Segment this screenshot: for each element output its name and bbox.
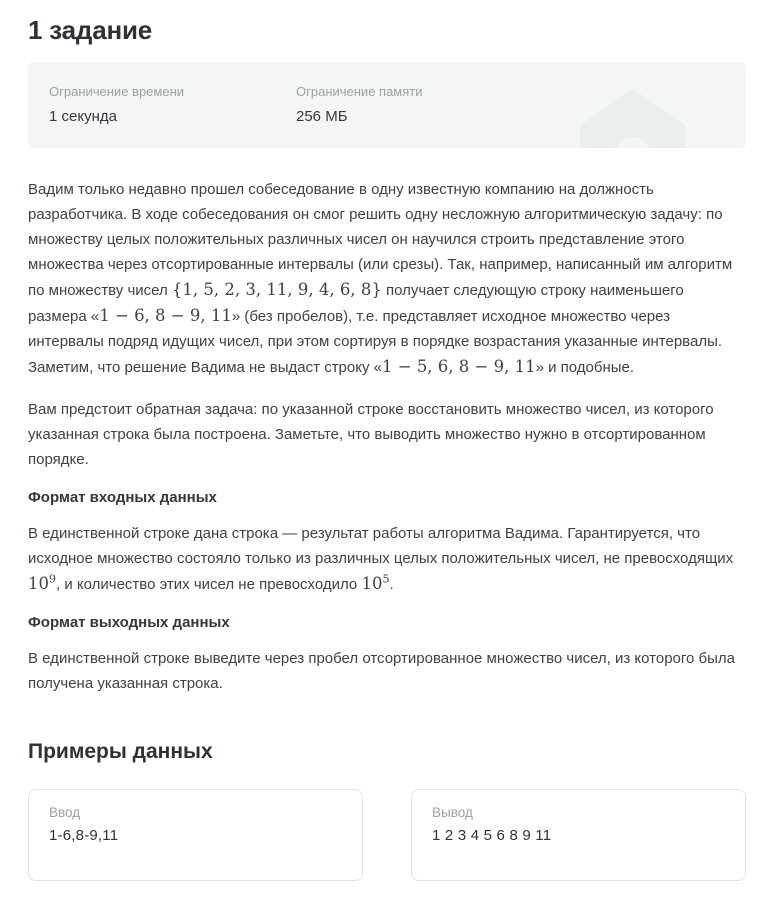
statement-paragraph-2: Вам предстоит обратная задача: по указанной строке восстановить множество чисел, из которого указанная строка была построена. Заметьте, что выводить множество нужно в отсортированном порядке. (28, 401, 714, 468)
time-limit-value: 1 секунда (49, 108, 117, 125)
sample-input-label: Ввод (49, 805, 81, 820)
math-expression: {1, 5, 2, 3, 11, 9, 4, 6, 8} (171, 280, 382, 299)
sample-output-label: Вывод (432, 805, 473, 820)
math-expression: 1 − 6, 8 − 9, 11 (99, 306, 232, 325)
sample-output-value: 1 2 3 4 5 6 8 9 11 (432, 827, 552, 844)
sample-input-box (28, 789, 363, 881)
examples-heading: Примеры данных (28, 740, 213, 763)
memory-limit-block (296, 84, 423, 148)
sample-input-value: 1-6,8-9,11 (49, 827, 119, 844)
math-expression: $10^9$ (28, 572, 56, 593)
memory-limit-value: 256 МБ (296, 108, 348, 125)
time-limit-block (49, 84, 296, 148)
statement-paragraph-1: Вадим только недавно прошел собеседование в одну известную компанию на должность разработчика. В ходе собеседования он смог решить одну несложную алгоритмическую задачу: по множеству целых положительных различных чисел он научился строить представление этого множества через отсортированные интервалы (или срезы). Так, например, написанный им алгоритм по множеству чисел {1, 5, 2, 3, 11, 9, 4, 6, 8} получает следующую строку наименьшего размера «1 − 6, 8 − 9, 11» (без пробелов), т.е. представляет исходное множество через интервалы подряд идущих чисел, при этом сортируя в порядке возрастания указанные интервалы. Заметим, что решение Вадима не выдаст строку «1 − 5, 6, 8 − 9, 11» и подобные. (28, 181, 733, 376)
constraints-panel (28, 62, 746, 148)
input-format-heading: Формат входных данных (28, 489, 217, 506)
input-format-text: В единственной строке дана строка — результат работы алгоритма Вадима. Гарантируется, что исходное множество состояло только из различных целых положительных чисел, не превосходящих $10^9$, и количество этих чисел не превосходило $10^5$. (28, 525, 734, 593)
math-expression: 1 − 5, 6, 8 − 9, 11 (382, 357, 536, 376)
output-format-heading: Формат выходных данных (28, 614, 230, 631)
math-expression: $10^5$ (361, 572, 390, 593)
output-format-text: В единственной строке выведите через пробел отсортированное множество чисел, из которого была получена указанная строка. (28, 650, 736, 692)
examples-row (28, 789, 746, 881)
page-title: 1 задание (28, 15, 153, 45)
memory-limit-label: Ограничение памяти (296, 84, 423, 99)
time-limit-label: Ограничение времени (49, 84, 185, 99)
home-watermark-icon (566, 86, 700, 148)
sample-output-box (411, 789, 746, 881)
